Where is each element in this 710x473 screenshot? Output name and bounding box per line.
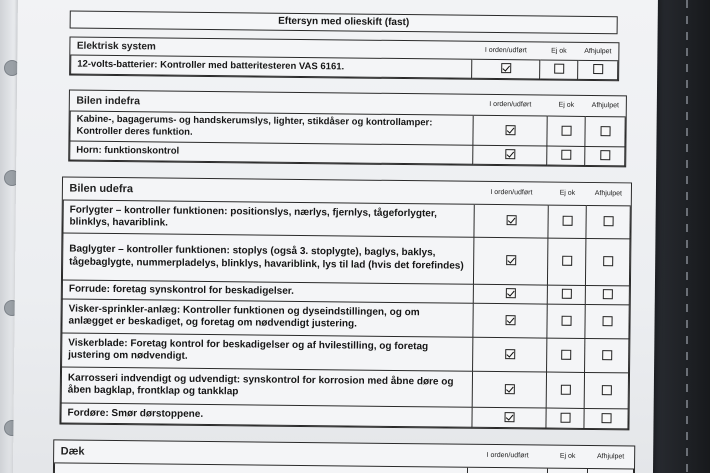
cell-ej-ok (547, 285, 585, 304)
task-text: Forlygter – kontroller funktionen: positionslys, nærlys, fjernlys, tågeforlygter, blinklys, havariblink. (63, 199, 474, 236)
task-text: Karrosseri indvendigt og udvendigt: synskontrol for korrosion med åbne døre og åben bagklap, frontklap og tankklap (61, 366, 472, 406)
cell-i-orden (473, 237, 547, 285)
checkbox-ej-ok[interactable] (560, 412, 570, 422)
checkbox-i-orden[interactable] (504, 384, 514, 394)
section-elektrisk-system (69, 37, 619, 81)
checkbox-i-orden[interactable] (505, 315, 515, 325)
checkbox-afhjulpet[interactable] (602, 316, 612, 326)
checkbox-ej-ok[interactable] (561, 150, 571, 160)
checkbox-afhjulpet[interactable] (600, 126, 610, 136)
section-table (69, 91, 626, 166)
cell-afhjulpet (586, 205, 630, 238)
checkbox-afhjulpet[interactable] (593, 64, 603, 74)
cell-afhjulpet (585, 146, 625, 165)
cell-ej-ok (546, 408, 584, 428)
section-bilen-udefra (59, 176, 632, 429)
task-text: 12-volts-batterier: Kontroller med batteritesteren VAS 6161. (71, 55, 472, 78)
task-text: Fordøre: Smør dørstoppene. (61, 402, 472, 426)
cell-ej-ok (547, 238, 585, 285)
checkbox-afhjulpet[interactable] (601, 413, 611, 423)
task-text: Kabine-, bagagerums- og handskerumslys, lighter, stikdåser og kontrollamper: Kontroller deres funktion. (70, 111, 473, 145)
checklist-page (13, 0, 658, 473)
checkbox-afhjulpet[interactable] (602, 289, 612, 299)
cell-afhjulpet (578, 60, 618, 79)
cell-afhjulpet (585, 304, 629, 338)
checkbox-i-orden[interactable] (506, 255, 516, 265)
column-header-afhjulpet: Afhjulpet (588, 446, 634, 468)
section-title: Dæk (55, 440, 468, 466)
checkbox-ej-ok[interactable] (560, 384, 570, 394)
cell-ej-ok (547, 116, 585, 146)
folder-cover (648, 0, 710, 473)
cell-i-orden (473, 337, 547, 372)
section-table (70, 38, 618, 80)
checkbox-afhjulpet[interactable] (603, 216, 613, 226)
checkbox-i-orden[interactable] (506, 215, 516, 225)
checkbox-afhjulpet[interactable] (602, 350, 612, 360)
cover-stitching (686, 0, 688, 473)
section-title: Bilen udefra (63, 177, 474, 203)
cell-i-orden (472, 371, 546, 408)
cell-afhjulpet (585, 116, 625, 146)
cell-i-orden (473, 115, 547, 146)
cell-i-orden (472, 407, 546, 428)
section-daek (53, 439, 635, 473)
section-bilen-indefra (68, 90, 627, 167)
cell-ej-ok (548, 205, 586, 238)
checkbox-afhjulpet[interactable] (601, 385, 611, 395)
checkbox-i-orden[interactable] (505, 125, 515, 135)
task-text: Baglygter – kontroller funktionen: stoplys (også 3. stoplygte), baglys, baklys, tågebaglygte, nummerpladelys, blinklys, havariblink, lys til lad (hvis det forefindes) (62, 232, 473, 283)
checkbox-ej-ok[interactable] (562, 256, 572, 266)
task-text: Viskerblade: Foretag kontrol for beskadigelser og af hvilestilling, og foretag justering om nødvendigt. (62, 332, 473, 370)
task-text: Forrude: foretag synskontrol for beskadigelser. (62, 279, 473, 302)
column-header-i-orden: I orden/udført (472, 42, 540, 60)
column-header-ej-ok: Ej ok (548, 446, 588, 468)
checklist-row (62, 232, 629, 285)
column-header-ej-ok: Ej ok (547, 96, 585, 116)
document-title: Eftersyn med olieskift (fast) (70, 11, 618, 35)
checkbox-i-orden[interactable] (501, 63, 511, 73)
cell-i-orden (473, 284, 547, 304)
cell-afhjulpet (584, 372, 628, 408)
cell-ej-ok (546, 372, 584, 408)
column-header-ej-ok: Ej ok (548, 183, 586, 205)
column-header-i-orden: I orden/udført (468, 445, 548, 468)
column-header-afhjulpet: Afhjulpet (585, 96, 625, 116)
column-header-ej-ok: Ej ok (540, 42, 578, 59)
section-table (54, 440, 634, 473)
cell-i-orden (474, 204, 548, 238)
section-title: Elektrisk system (71, 38, 472, 59)
checkbox-ej-ok[interactable] (561, 125, 571, 135)
cell-ej-ok (547, 338, 585, 372)
cell-afhjulpet (585, 338, 629, 372)
cell-afhjulpet (585, 238, 629, 285)
checkbox-ej-ok[interactable] (561, 315, 571, 325)
section-title: Bilen indefra (70, 91, 473, 115)
checkbox-i-orden[interactable] (505, 349, 515, 359)
checkbox-i-orden[interactable] (505, 288, 515, 298)
checkbox-i-orden[interactable] (505, 149, 515, 159)
checkbox-ej-ok[interactable] (562, 216, 572, 226)
column-header-afhjulpet: Afhjulpet (578, 43, 618, 60)
checkbox-i-orden[interactable] (504, 412, 514, 422)
checkbox-ej-ok[interactable] (561, 289, 571, 299)
task-text: Horn: funktionskontrol (70, 141, 473, 164)
checklist-row (61, 366, 628, 408)
cell-ej-ok (547, 304, 585, 338)
cell-i-orden (473, 303, 547, 338)
cell-afhjulpet (585, 285, 629, 304)
checkbox-afhjulpet[interactable] (603, 256, 613, 266)
cell-i-orden (473, 145, 547, 165)
section-table (60, 177, 631, 428)
column-header-i-orden: I orden/udført (473, 95, 547, 116)
checkbox-afhjulpet[interactable] (600, 150, 610, 160)
column-header-afhjulpet: Afhjulpet (586, 183, 630, 205)
task-text: Visker-sprinkler-anlæg: Kontroller funktionen og dyseindstillingen, og om anlægget er beskadiget, og foretag om nødvendigt justering. (62, 298, 473, 336)
cell-ej-ok (547, 146, 585, 165)
cell-i-orden (472, 59, 540, 79)
column-header-i-orden: I orden/udført (474, 182, 548, 205)
checkbox-ej-ok[interactable] (554, 64, 564, 74)
cell-afhjulpet (584, 408, 628, 428)
cell-ej-ok (540, 59, 578, 78)
checkbox-ej-ok[interactable] (561, 349, 571, 359)
